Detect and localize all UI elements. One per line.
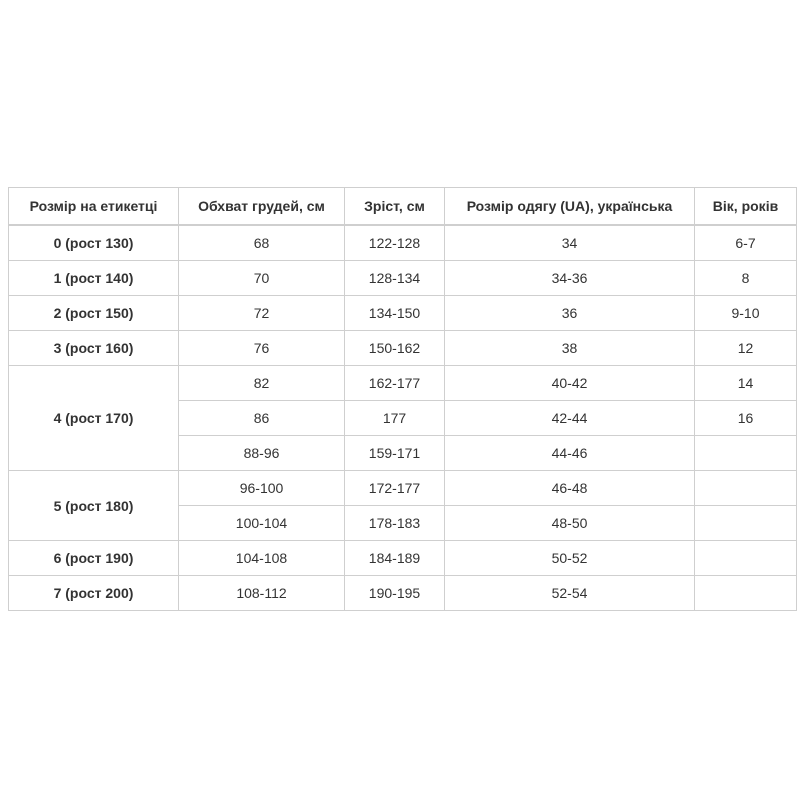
table-row: [9, 261, 797, 296]
height-cell: 122-128: [345, 225, 445, 261]
age-cell: 14: [695, 366, 797, 401]
height-cell: 150-162: [345, 331, 445, 366]
age-cell: [695, 576, 797, 611]
age-cell: [695, 471, 797, 506]
height-cell: 159-171: [345, 436, 445, 471]
chest-cell: 86: [179, 401, 345, 436]
height-cell: 184-189: [345, 541, 445, 576]
header-row: [9, 188, 797, 226]
height-cell: 162-177: [345, 366, 445, 401]
size-label-cell: 3 (рост 160): [9, 331, 179, 366]
age-cell: [695, 436, 797, 471]
table-row: [9, 576, 797, 611]
table-row: [9, 296, 797, 331]
ua-size-cell: 48-50: [445, 506, 695, 541]
ua-size-cell: 34-36: [445, 261, 695, 296]
age-cell: 16: [695, 401, 797, 436]
header-height: Зріст, см: [345, 188, 445, 226]
chest-cell: 88-96: [179, 436, 345, 471]
height-cell: 178-183: [345, 506, 445, 541]
ua-size-cell: 52-54: [445, 576, 695, 611]
age-cell: 9-10: [695, 296, 797, 331]
size-label-cell: 1 (рост 140): [9, 261, 179, 296]
ua-size-cell: 50-52: [445, 541, 695, 576]
header-age: Вік, років: [695, 188, 797, 226]
table-row: [9, 541, 797, 576]
chest-cell: 104-108: [179, 541, 345, 576]
header-chest: Обхват грудей, см: [179, 188, 345, 226]
size-label-cell: 4 (рост 170): [9, 366, 179, 471]
ua-size-cell: 44-46: [445, 436, 695, 471]
chest-cell: 76: [179, 331, 345, 366]
chest-cell: 82: [179, 366, 345, 401]
ua-size-cell: 42-44: [445, 401, 695, 436]
height-cell: 177: [345, 401, 445, 436]
height-cell: 128-134: [345, 261, 445, 296]
chest-cell: 68: [179, 225, 345, 261]
table-row: [9, 225, 797, 261]
ua-size-cell: 34: [445, 225, 695, 261]
size-label-cell: 5 (рост 180): [9, 471, 179, 541]
height-cell: 134-150: [345, 296, 445, 331]
ua-size-cell: 36: [445, 296, 695, 331]
ua-size-cell: 40-42: [445, 366, 695, 401]
table-row: [9, 471, 797, 506]
height-cell: 172-177: [345, 471, 445, 506]
table-row: [9, 366, 797, 401]
header-label-size: Розмір на етикетці: [9, 188, 179, 226]
size-chart-table: [8, 187, 797, 611]
chest-cell: 72: [179, 296, 345, 331]
size-label-cell: 6 (рост 190): [9, 541, 179, 576]
size-label-cell: 7 (рост 200): [9, 576, 179, 611]
chest-cell: 96-100: [179, 471, 345, 506]
size-label-cell: 0 (рост 130): [9, 225, 179, 261]
ua-size-cell: 38: [445, 331, 695, 366]
age-cell: [695, 541, 797, 576]
age-cell: 12: [695, 331, 797, 366]
height-cell: 190-195: [345, 576, 445, 611]
age-cell: [695, 506, 797, 541]
chest-cell: 108-112: [179, 576, 345, 611]
age-cell: 6-7: [695, 225, 797, 261]
size-label-cell: 2 (рост 150): [9, 296, 179, 331]
age-cell: 8: [695, 261, 797, 296]
table-row: [9, 331, 797, 366]
chest-cell: 100-104: [179, 506, 345, 541]
chest-cell: 70: [179, 261, 345, 296]
header-ua-size: Розмір одягу (UA), українська: [445, 188, 695, 226]
ua-size-cell: 46-48: [445, 471, 695, 506]
